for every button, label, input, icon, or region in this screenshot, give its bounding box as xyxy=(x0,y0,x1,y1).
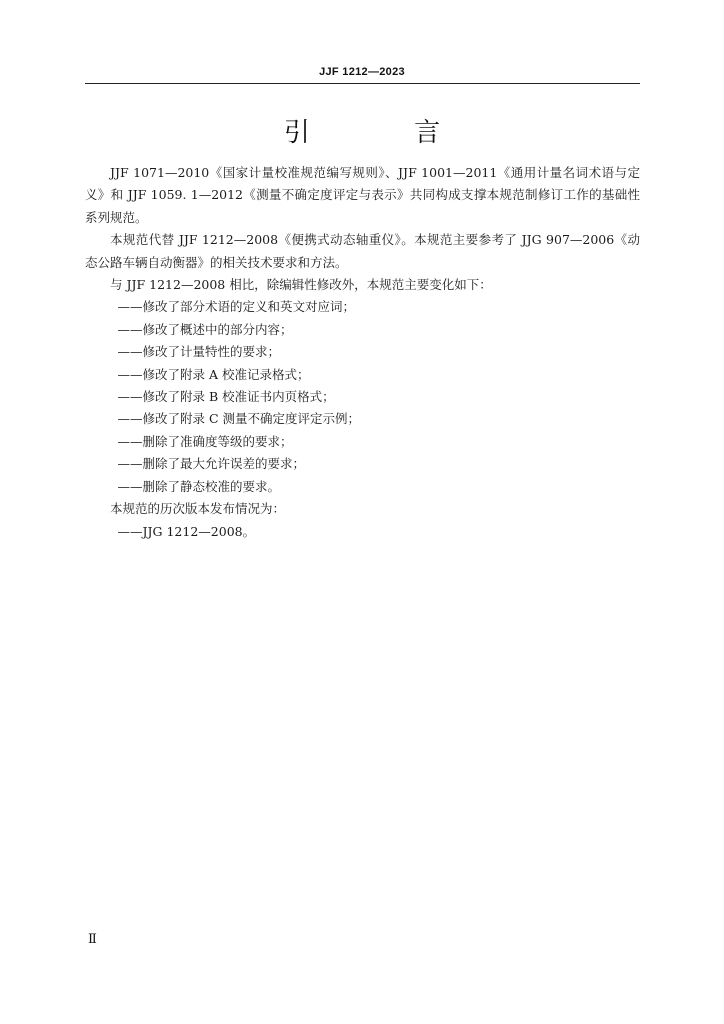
change-item: ——删除了准确度等级的要求； xyxy=(117,433,293,449)
header-divider xyxy=(85,83,640,84)
paragraph-related-standards: JJF 1071—2010《国家计量校准规范编写规则》、JJF 1001—2011《通用计量名词术语与定义》和 JJF 1059. 1—2012《测量不确定度评定与表示》共同构成支撑本规范制修订工作的基础性系列规范。 xyxy=(85,165,640,225)
history-item: ——JJG 1212—2008。 xyxy=(117,523,256,539)
standard-code-header: JJF 1212—2023 xyxy=(319,66,405,78)
change-item: ——修改了附录 C 测量不确定度评定示例； xyxy=(117,411,361,427)
document-body xyxy=(85,162,640,543)
change-item: ——修改了概述中的部分内容； xyxy=(117,321,293,337)
history-heading: 本规范的历次版本发布情况为： xyxy=(110,501,286,517)
change-item: ——删除了最大允许误差的要求； xyxy=(117,456,306,472)
change-item: ——修改了附录 B 校准证书内页格式； xyxy=(117,389,335,405)
change-item: ——修改了计量特性的要求； xyxy=(117,344,281,360)
page-title: 引 言 xyxy=(283,118,489,148)
paragraph-changes-intro: 与 JJF 1212—2008 相比，除编辑性修改外，本规范主要变化如下： xyxy=(110,277,492,293)
paragraph-replacement: 本规范代替 JJF 1212—2008《便携式动态轴重仪》。本规范主要参考了 JJG 907—2006《动态公路车辆自动衡器》的相关技术要求和方法。 xyxy=(85,232,640,270)
change-item: ——删除了静态校准的要求。 xyxy=(117,478,281,494)
change-item: ——修改了附录 A 校准记录格式； xyxy=(117,366,310,382)
change-item: ——修改了部分术语的定义和英文对应词； xyxy=(117,299,356,315)
page-number: Ⅱ xyxy=(88,932,97,947)
